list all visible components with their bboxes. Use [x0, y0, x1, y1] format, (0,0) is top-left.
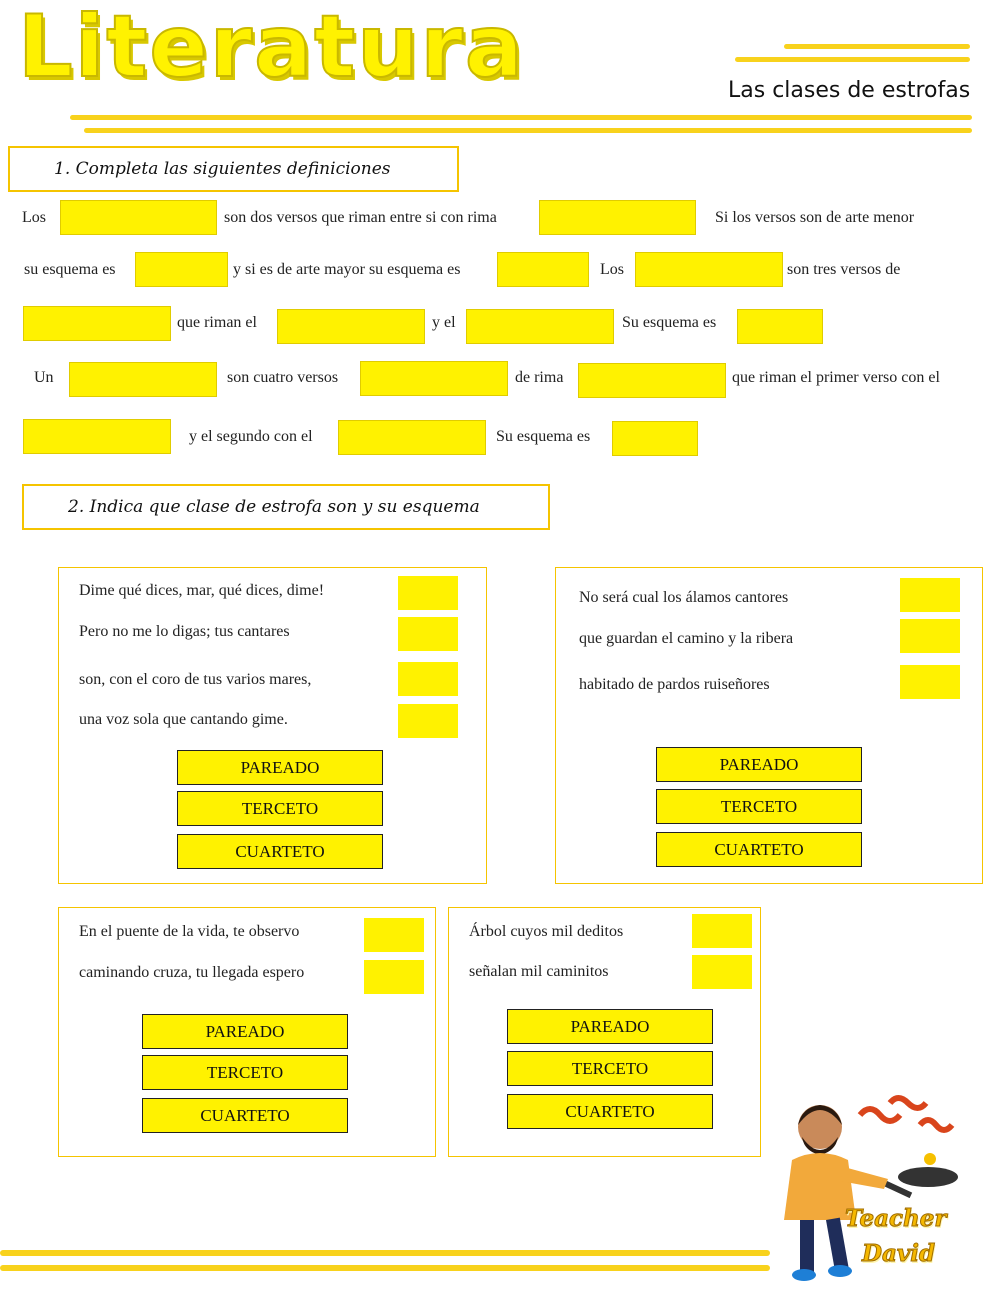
blank-4[interactable]: [497, 252, 589, 287]
poem1-line-3: son, con el coro de tus varios mares,: [79, 671, 312, 688]
poem4-option-terceto[interactable]: TERCETO: [507, 1051, 713, 1086]
blank-1[interactable]: [60, 200, 217, 235]
literatura-logo: Literatura: [18, 0, 525, 97]
poem3-line-1: En el puente de la vida, te observo: [79, 923, 300, 940]
header-bar-mid: [735, 57, 970, 62]
blank-2[interactable]: [539, 200, 696, 235]
poem2-option-pareado[interactable]: PAREADO: [656, 747, 862, 782]
poem4-option-pareado[interactable]: PAREADO: [507, 1009, 713, 1044]
poem1-option-pareado[interactable]: PAREADO: [177, 750, 383, 785]
text-t3: su esquema es: [24, 261, 116, 278]
text-t9: son cuatro versos: [227, 369, 339, 386]
blank-9[interactable]: [737, 309, 823, 344]
poem1-option-cuarteto[interactable]: CUARTETO: [177, 834, 383, 869]
poem1-line-2: Pero no me lo digas; tus cantares: [79, 623, 290, 640]
section2-title: [22, 484, 550, 530]
blank-7[interactable]: [277, 309, 425, 344]
poem4-scheme-box-1[interactable]: [692, 914, 752, 948]
text-un: Un: [34, 369, 54, 386]
text-t2: Si los versos son de arte menor: [715, 209, 915, 226]
text-los-2: Los: [600, 261, 624, 278]
poem4-line-2: señalan mil caminitos: [469, 963, 609, 980]
poem1-line-4: una voz sola que cantando gime.: [79, 711, 288, 728]
blank-12[interactable]: [578, 363, 726, 398]
text-t1: son dos versos que riman entre si con rima: [224, 209, 497, 226]
header-bar-long-1: [70, 115, 972, 120]
text-t7: y el: [432, 314, 456, 331]
poem2-scheme-box-2[interactable]: [900, 619, 960, 653]
blank-15[interactable]: [612, 421, 698, 456]
avatar-caption-teacher: Teacher: [845, 1205, 947, 1232]
poem1-scheme-box-3[interactable]: [398, 662, 458, 696]
text-t4: y si es de arte mayor su esquema es: [233, 261, 461, 278]
poem4-option-cuarteto[interactable]: CUARTETO: [507, 1094, 713, 1129]
blank-11[interactable]: [360, 361, 508, 396]
poem2-scheme-box-3[interactable]: [900, 665, 960, 699]
poem3-scheme-box-2[interactable]: [364, 960, 424, 994]
avatar-caption-david: David: [862, 1240, 936, 1267]
blank-14[interactable]: [338, 420, 486, 455]
poem3-scheme-box-1[interactable]: [364, 918, 424, 952]
section1-title: [8, 146, 459, 192]
poem2-line-2: que guardan el camino y la ribera: [579, 630, 794, 647]
page-subtitle: Las clases de estrofas: [728, 78, 971, 103]
poem2-option-cuarteto[interactable]: CUARTETO: [656, 832, 862, 867]
poem2-line-3: habitado de pardos ruiseñores: [579, 676, 770, 693]
poem1-line-1: Dime qué dices, mar, qué dices, dime!: [79, 582, 325, 599]
blank-13[interactable]: [23, 419, 171, 454]
poem1-scheme-box-1[interactable]: [398, 576, 458, 610]
header-bar-long-2: [84, 128, 972, 133]
poem3-option-cuarteto[interactable]: CUARTETO: [142, 1098, 348, 1133]
poem3-option-pareado[interactable]: PAREADO: [142, 1014, 348, 1049]
blank-10[interactable]: [69, 362, 217, 397]
poem2-line-1: No será cual los álamos cantores: [579, 589, 789, 606]
poem3-option-terceto[interactable]: TERCETO: [142, 1055, 348, 1090]
section2-title-text: 2. Indica que clase de estrofa son y su esquema: [68, 497, 480, 517]
poem3-line-2: caminando cruza, tu llegada espero: [79, 964, 305, 981]
footer-bar-2: [0, 1265, 770, 1271]
text-t11: que riman el primer verso con el: [732, 369, 940, 386]
header-bar-top: [784, 44, 970, 49]
text-t13: Su esquema es: [496, 428, 591, 445]
poem1-scheme-box-2[interactable]: [398, 617, 458, 651]
text-t5: son tres versos de: [787, 261, 901, 278]
footer-bar-1: [0, 1250, 770, 1256]
poem4-line-1: Árbol cuyos mil deditos: [469, 923, 624, 940]
text-t6: que riman el: [177, 314, 257, 331]
text-t10: de rima: [515, 369, 564, 386]
section1-title-text: 1. Completa las siguientes definiciones: [54, 159, 391, 179]
text-t8: Su esquema es: [622, 314, 717, 331]
poem2-scheme-box-1[interactable]: [900, 578, 960, 612]
blank-3[interactable]: [135, 252, 228, 287]
poem4-scheme-box-2[interactable]: [692, 955, 752, 989]
poem2-option-terceto[interactable]: TERCETO: [656, 789, 862, 824]
text-los-1: Los: [22, 209, 46, 226]
blank-8[interactable]: [466, 309, 614, 344]
poem1-scheme-box-4[interactable]: [398, 704, 458, 738]
blank-6[interactable]: [23, 306, 171, 341]
poem1-option-terceto[interactable]: TERCETO: [177, 791, 383, 826]
text-t12: y el segundo con el: [189, 428, 313, 445]
blank-5[interactable]: [635, 252, 783, 287]
